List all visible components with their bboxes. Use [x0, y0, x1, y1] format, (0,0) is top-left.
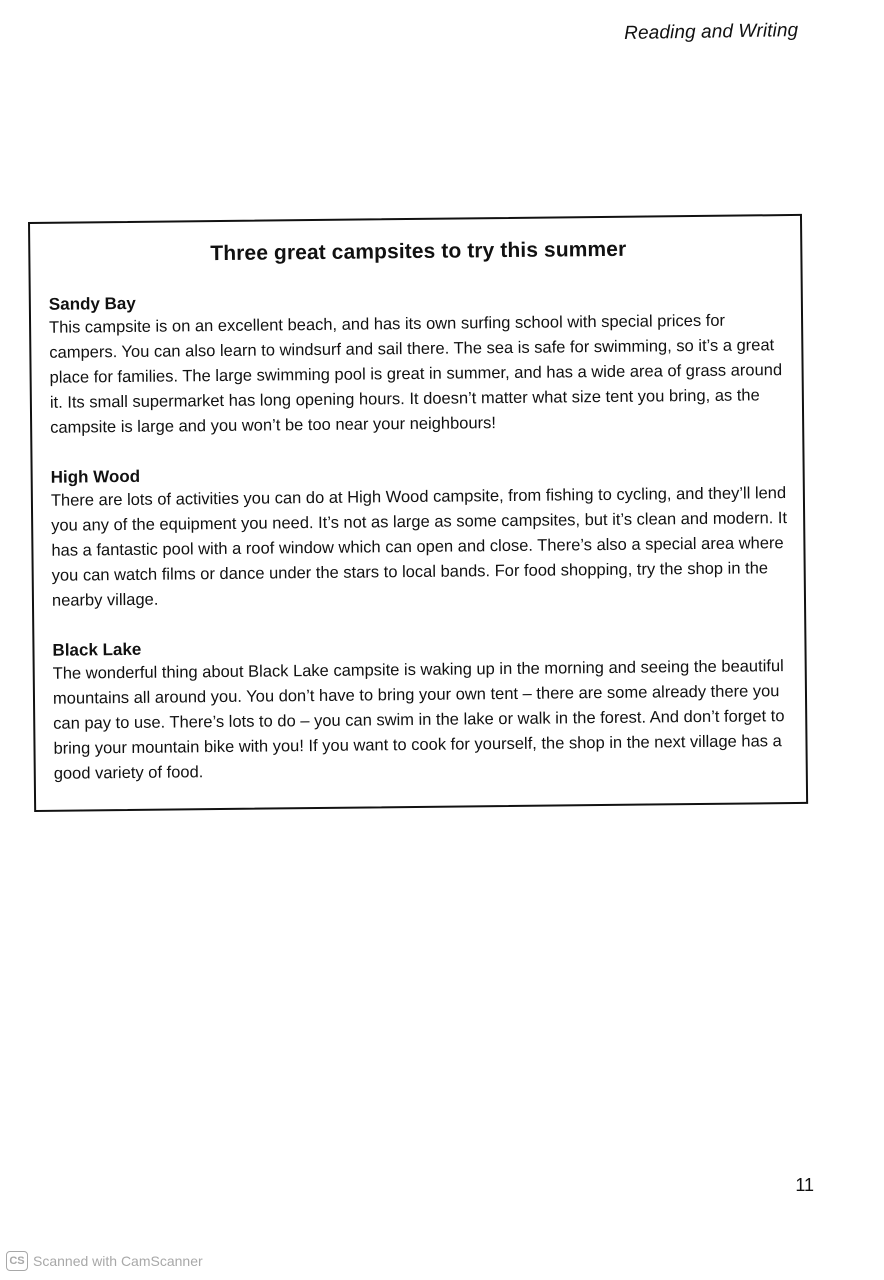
campsite-name: Sandy Bay — [48, 293, 136, 314]
article-box — [28, 214, 808, 812]
campsite-black-lake — [52, 632, 793, 787]
campsite-sandy-bay — [49, 286, 790, 441]
page-number: 11 — [795, 1175, 814, 1195]
article-title: Three great campsites to try this summer — [210, 237, 627, 266]
scanner-text: Scanned with CamScanner — [33, 1253, 203, 1269]
section-header: Reading and Writing — [623, 20, 799, 45]
campsite-high-wood — [51, 459, 792, 614]
campsite-description: This campsite is on an excellent beach, and has its own surfing school with special prices for campers. You can also learn to windsurf and sail there. The sea is safe for swimming, so it’s a great place for families. The large swimming pool is great in summer, and has a wide area of grass around it. Its small supermarket has long opening hours. It doesn’t matter what size tent you bring, as the campsite is large and you won’t be too near your neighbours! — [49, 311, 783, 437]
campsite-description: The wonderful thing about Black Lake campsite is waking up in the morning and seeing the beautiful mountains all around you. You don’t have to bring your own tent – there are some already there you can pay to use. There’s lots to do – you can swim in the lake or walk in the forest. And don’t forget to bring your mountain bike with you! If you want to cook for yourself, the shop in the next village has a good variety of food. — [52, 657, 785, 783]
campsite-description: There are lots of activities you can do at High Wood campsite, from fishing to cycling, and they’ll lend you any of the equipment you need. It’s not as large as some campsites, but it’s clean and modern. It has a fantastic pool with a roof window which can open and close. There’s also a special area where you can watch films or dance under the stars to local bands. For food shopping, try the shop in the nearby village. — [50, 484, 788, 610]
camscanner-logo-icon: CS — [6, 1251, 28, 1271]
campsite-name: Black Lake — [52, 639, 142, 660]
campsite-name: High Wood — [50, 466, 141, 487]
scanner-watermark — [6, 1251, 203, 1271]
